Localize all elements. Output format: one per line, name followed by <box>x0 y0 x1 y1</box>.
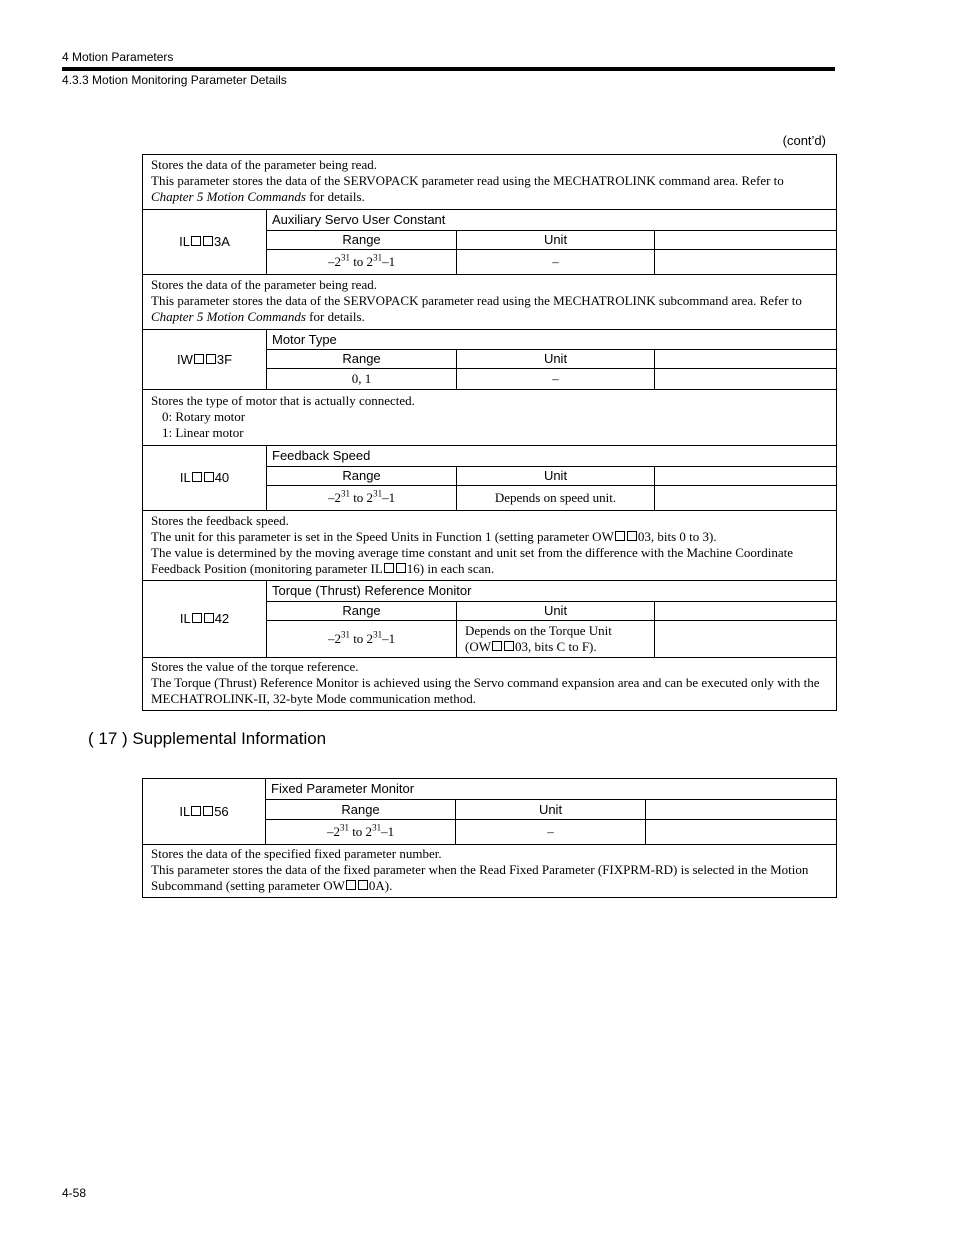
unit-header: Unit <box>456 800 646 820</box>
range-header: Range <box>267 602 457 621</box>
box-glyph-icon <box>191 806 201 816</box>
param-name: Motor Type <box>267 330 837 350</box>
empty-cell <box>655 369 837 390</box>
page-number: 4-58 <box>62 1186 87 1200</box>
param-description: Stores the data of the specified fixed parameter number. This parameter stores the data of the fixed parameter when the Read Fixed Parameter (FIXPRM-RD) is selected in the Motion Subcommand (setting parameter OW 0A). <box>143 845 837 898</box>
chapter-header: 4 Motion Parameters <box>62 50 174 64</box>
empty-cell <box>655 602 837 621</box>
box-glyph-icon <box>396 563 406 573</box>
range-header: Range <box>267 350 457 369</box>
box-glyph-icon <box>194 354 204 364</box>
param-name: Torque (Thrust) Reference Monitor <box>267 581 837 602</box>
box-glyph-icon <box>492 641 502 651</box>
supplemental-table <box>142 778 837 898</box>
box-glyph-icon <box>206 354 216 364</box>
box-glyph-icon <box>384 563 394 573</box>
unit-value: Depends on speed unit. <box>457 486 655 511</box>
param-name: Auxiliary Servo User Constant <box>267 210 837 231</box>
box-glyph-icon <box>203 236 213 246</box>
unit-header: Unit <box>457 602 655 621</box>
section-header: 4.3.3 Motion Monitoring Parameter Details <box>62 73 287 87</box>
unit-value: – <box>457 369 655 390</box>
section-heading: ( 17 ) Supplemental Information <box>88 729 327 748</box>
range-header: Range <box>267 467 457 486</box>
param-description: Stores the type of motor that is actually connected. 0: Rotary motor 1: Linear motor <box>143 390 837 446</box>
box-glyph-icon <box>203 806 213 816</box>
param-description: Stores the data of the parameter being read. This parameter stores the data of the SERVOPACK parameter read using the MECHATROLINK command area. Refer to Chapter 5 Motion Commands for details. <box>143 155 837 210</box>
box-glyph-icon <box>346 880 356 890</box>
range-value: $-2^{31}$ to $2^{31}-1$ <box>267 621 457 658</box>
box-glyph-icon <box>191 236 201 246</box>
unit-header: Unit <box>457 231 655 250</box>
empty-cell <box>655 486 837 511</box>
box-glyph-icon <box>204 472 214 482</box>
unit-header: Unit <box>457 350 655 369</box>
box-glyph-icon <box>615 531 625 541</box>
range-value: 0, 1 <box>267 369 457 390</box>
box-glyph-icon <box>358 880 368 890</box>
box-glyph-icon <box>192 613 202 623</box>
param-code: IL 56 <box>143 779 266 845</box>
param-name: Feedback Speed <box>267 446 837 467</box>
range-value: $-2^{31}$ to $2^{31}-1$ <box>267 250 457 275</box>
box-glyph-icon <box>204 613 214 623</box>
parameter-table <box>142 154 837 711</box>
empty-cell <box>655 621 837 658</box>
param-description: Stores the data of the parameter being read. This parameter stores the data of the SERVOPACK parameter read using the MECHATROLINK subcommand area. Refer to Chapter 5 Motion Commands for details. <box>143 275 837 330</box>
param-name: Fixed Parameter Monitor <box>266 779 837 800</box>
empty-cell <box>655 467 837 486</box>
unit-value: Depends on the Torque Unit (OW 03, bits C to F). <box>457 621 655 658</box>
range-header: Range <box>266 800 456 820</box>
param-code: IW 3F <box>143 330 267 390</box>
continued-label: (cont’d) <box>782 133 826 148</box>
empty-cell <box>655 231 837 250</box>
param-description: Stores the value of the torque reference. The Torque (Thrust) Reference Monitor is achieved using the Servo command expansion area and can be executed only with the MECHATROLINK-II, 32-byte Mode communication method. <box>143 658 837 711</box>
box-glyph-icon <box>504 641 514 651</box>
header-rule <box>62 67 835 71</box>
empty-cell <box>655 250 837 275</box>
param-code: IL 40 <box>143 446 267 511</box>
unit-value: – <box>456 820 646 845</box>
param-code: IL 3A <box>143 210 267 275</box>
range-header: Range <box>267 231 457 250</box>
empty-cell <box>646 820 837 845</box>
empty-cell <box>646 800 837 820</box>
box-glyph-icon <box>627 531 637 541</box>
param-code: IL 42 <box>143 581 267 658</box>
unit-header: Unit <box>457 467 655 486</box>
empty-cell <box>655 350 837 369</box>
unit-value: – <box>457 250 655 275</box>
range-value: $-2^{31}$ to $2^{31}-1$ <box>267 486 457 511</box>
box-glyph-icon <box>192 472 202 482</box>
range-value: $-2^{31}$ to $2^{31}-1$ <box>266 820 456 845</box>
param-description: Stores the feedback speed. The unit for this parameter is set in the Speed Units in Function 1 (setting parameter OW 03, bits 0 to 3). The value is determined by the moving average time constant and unit set from the difference with the Machine Coordinate Feedback Position (monitoring parameter IL 16) in each scan. <box>143 511 837 581</box>
